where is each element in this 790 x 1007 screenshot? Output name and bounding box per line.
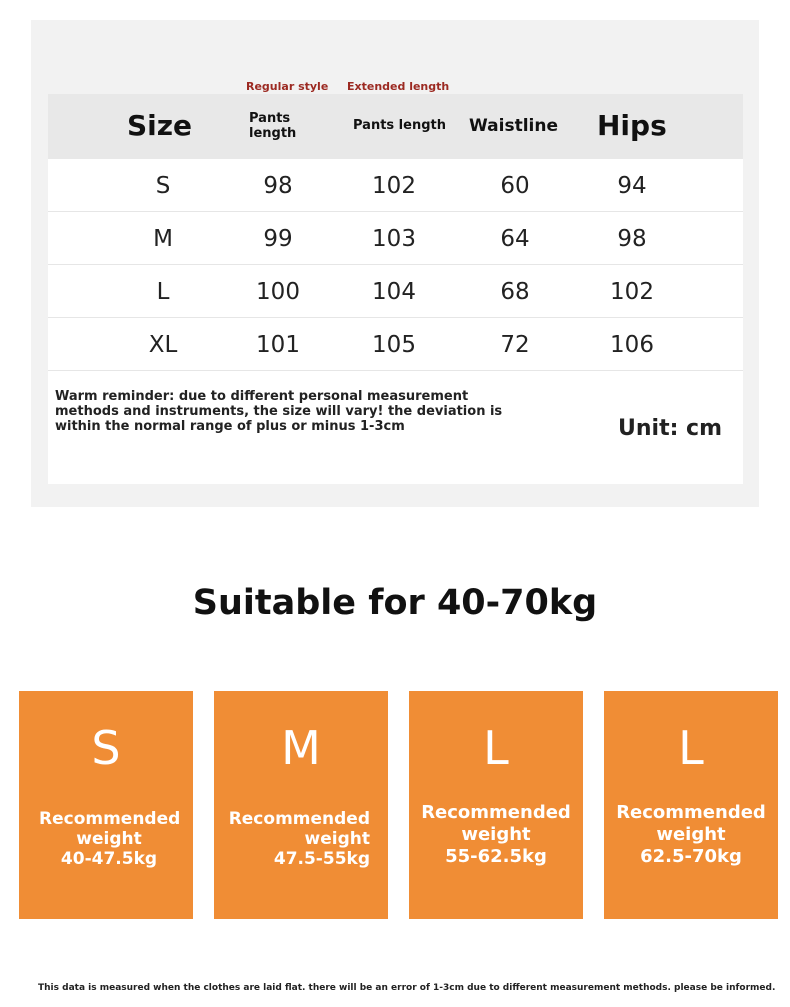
card-weight: 40-47.5kg [60, 849, 158, 869]
card-size-letter: L [483, 721, 509, 775]
card-recommended-text [226, 809, 370, 869]
extended-length-label: Extended length [347, 80, 450, 93]
unit-label: Unit: cm [618, 416, 723, 441]
header-pants-length-regular: Pants length [249, 111, 297, 141]
table-header [48, 94, 743, 159]
header-pants-length-extended: Pants length [353, 118, 446, 134]
cell-pants-regular: 100 [256, 278, 300, 305]
cell-pants-extended: 104 [372, 278, 416, 305]
cell-hips: 102 [610, 278, 654, 305]
card-size-letter: L [678, 721, 704, 775]
card-label: Recommended weight [421, 802, 571, 845]
warm-reminder-text: Warm reminder: due to different personal measurement methods and instruments, the size will vary! the deviation is within the normal range of plus or minus 1-3cm [55, 389, 503, 434]
card-recommended-text [604, 802, 778, 868]
cell-pants-regular: 101 [256, 331, 300, 358]
header-hips: Hips [597, 109, 667, 143]
cell-pants-extended: 102 [372, 172, 416, 199]
cell-hips: 106 [610, 331, 654, 358]
card-weight: 55-62.5kg [445, 846, 547, 867]
card-weight: 62.5-70kg [640, 846, 742, 867]
cell-hips: 94 [617, 172, 647, 199]
cell-size: L [156, 278, 170, 305]
cell-pants-extended: 103 [372, 225, 416, 252]
cell-waistline: 68 [500, 278, 530, 305]
card-label: Recommended weight [228, 809, 370, 849]
table-row [48, 318, 743, 371]
size-card-s [19, 691, 193, 919]
cell-waistline: 60 [500, 172, 530, 199]
cell-pants-regular: 99 [263, 225, 293, 252]
header-waistline: Waistline [469, 116, 558, 137]
cell-size: M [153, 225, 173, 252]
cell-waistline: 72 [500, 331, 530, 358]
card-weight: 47.5-55kg [273, 849, 370, 869]
card-recommended-text [39, 809, 179, 869]
size-card-l-large [604, 691, 778, 919]
table-row [48, 212, 743, 265]
table-row [48, 159, 743, 212]
size-table [48, 94, 743, 373]
weight-range-headline: Suitable for 40-70kg [192, 583, 598, 623]
cell-size: XL [148, 331, 178, 358]
cell-size: S [155, 172, 171, 199]
card-recommended-text [409, 802, 583, 868]
card-label: Recommended weight [39, 809, 181, 849]
table-row [48, 265, 743, 318]
cell-hips: 98 [617, 225, 647, 252]
cell-pants-regular: 98 [263, 172, 293, 199]
size-card-m [214, 691, 388, 919]
header-size: Size [127, 109, 193, 143]
size-card-l [409, 691, 583, 919]
measurement-footnote: This data is measured when the clothes are laid flat. there will be an error of 1-3cm due to different measurement methods. please be informed. [38, 983, 776, 993]
card-size-letter: M [281, 721, 321, 775]
card-label: Recommended weight [616, 802, 766, 845]
card-size-letter: S [91, 721, 121, 775]
regular-style-label: Regular style [246, 80, 329, 93]
reminder-box [48, 373, 743, 484]
cell-pants-extended: 105 [372, 331, 416, 358]
cell-waistline: 64 [500, 225, 530, 252]
